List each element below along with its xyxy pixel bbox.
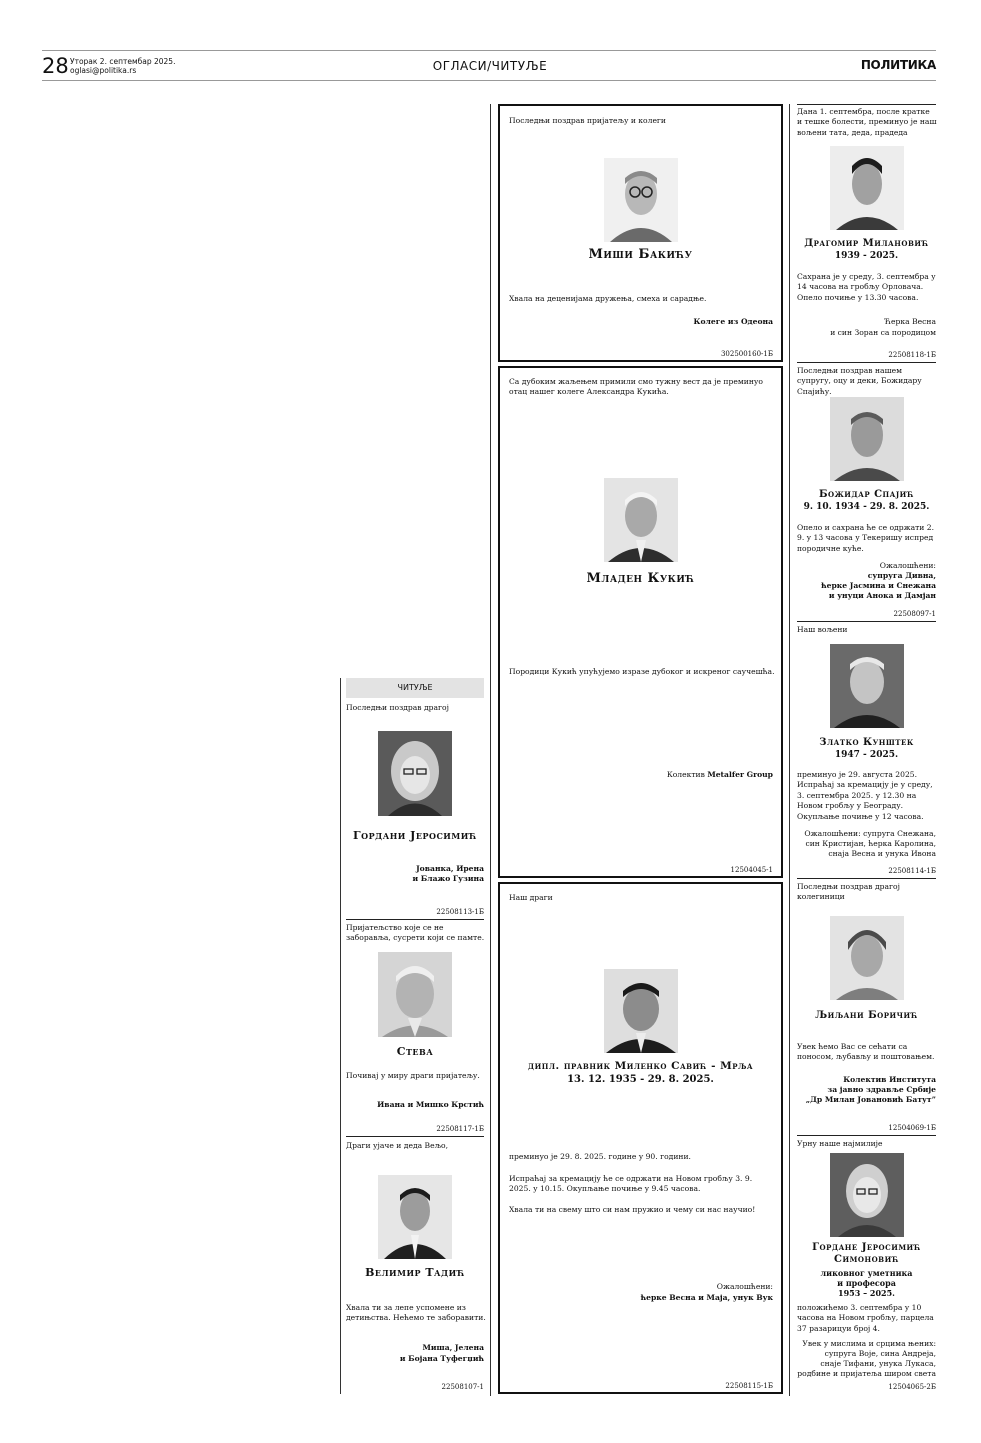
column-divider [340,678,341,1394]
notice-text: преминуо је 29. августа 2025. Испраћај за кремацију је у среду, 3. септембра 2025. у 12.30 на Новом гробљу у Београду. Окупљање почиње у 12 часова. [797,770,933,821]
portrait-photo [830,397,904,481]
signature-line: ћерке Весна и Маја, унук Вук [640,1293,773,1302]
notice-text: Почивај у миру драги пријатељу. [346,1071,480,1080]
notice-text: Сахрана је у среду, 3. септембра у 14 часова на гробљу Орловача. Опело почиње у 13.30 часова. [797,272,936,302]
signature-prefix: Колектив [666,770,705,779]
header-top-rule [42,50,936,51]
portrait-photo [830,644,904,728]
portrait-photo [378,952,452,1037]
header-bottom-rule [42,80,936,81]
deceased-name: Љиљани Боричић [815,1010,918,1021]
deceased-name: Драгомир Милановић [804,238,929,249]
signature-line: Ожалошћени: супруга Снежана, [804,829,936,838]
life-dates: 1939 - 2025. [834,251,899,261]
signature-line: родбине и пријатеља широм света [797,1369,936,1378]
notice-text: Хвала на деценијама дружења, смеха и сарадње. [509,294,707,303]
signature-line: и Блажо Гузина [412,874,484,883]
signature-line: и син Зоран са породицом [830,328,936,337]
portrait-photo [830,916,904,1000]
portrait-photo [604,158,678,242]
deceased-name: Гордане Јеросимић Симоновић [812,1242,921,1265]
notice-intro: Драги ујаче и деда Вељо, [346,1141,449,1150]
signature-line: Миша, Јелена [422,1343,484,1352]
notice-separator [346,919,484,920]
signature-line: снаје Тифани, унука Лукаса, [820,1359,936,1368]
notice-text: положићемо 3. септембра у 10 часова на Новом гробљу, парцела 37 разарицуи број 4. [797,1303,934,1333]
notice-intro: Последњи поздрав драгој колегиници [797,882,900,902]
deceased-name: Младен Кукић [586,571,695,586]
notice-code: 12504045-1 [730,866,773,874]
notice-intro: Последњи поздрав драгој [346,703,449,712]
notice-code: 302500160-1Б [720,350,773,358]
portrait-photo [604,478,678,562]
signature-line: „Др Милан Јовановић Батут” [805,1095,936,1104]
signature-line: супруга Воје, сина Андреја, [824,1349,936,1358]
portrait-photo [604,969,678,1053]
deceased-name: Гордани Јеросимић [353,829,477,842]
deceased-name: Стева [396,1045,434,1058]
notice-intro: Пријатељство које се не заборавља, сусрети који се памте. [346,923,485,943]
notice-text: Увек ћемо Вас се сећати са поносом, љубављу и поштовањем. [797,1042,935,1062]
notice-code: 12504065-2Б [888,1383,936,1391]
signature-line: за јавно здравље Србије [827,1085,936,1094]
notice-text: Опело и сахрана ће се одржати 2. 9. у 13 часова у Текеришу испред породичне куће. [797,523,935,553]
notice-code: 12504069-1Б [888,1124,936,1132]
signature-line: Ожалошћени: [879,561,936,570]
notice-code: 22508107-1 [441,1383,484,1391]
deceased-name: Миши Бакићу [588,247,693,262]
notice-separator [346,1136,484,1137]
signature-line: Колеге из Одеона [693,317,773,326]
notice-intro: Урну наше најмилије [797,1139,883,1148]
notice-text: Хвала ти за лепе успомене из детињства. Нећемо те заборавити. [346,1303,486,1323]
notice-intro: Наш драги [509,893,553,902]
signature-line: снаја Весна и унука Ивона [828,849,936,858]
newspaper-logo: ПОЛИТИКА [860,58,936,72]
notice-text: Хвала ти на свему што си нам пружио и чему си нас научио! [509,1205,756,1214]
signature-line: Ожалошћени: [716,1282,773,1291]
deceased-name: дипл. правник Миленко Савић - Мрља [527,1060,754,1072]
notice-code: 22508118-1Б [888,351,936,359]
header-date: Уторак 2. септембар 2025. [70,57,176,66]
portrait-photo [830,146,904,230]
column-divider [789,104,790,1396]
signature-line: ћерке Јасмина и Снежана [821,581,936,590]
column-divider [490,104,491,1396]
notice-intro: Последњи поздрав нашем супругу, оцу и деки, Божидару Спајићу. [797,366,922,396]
portrait-photo [378,731,452,816]
notice-text: Породици Кукић упућујемо изразе дубоког и искреног саучешћа. [509,667,775,676]
deceased-name: Божидар Спајић [818,489,915,500]
page-number: 28 [42,54,69,78]
portrait-photo [378,1175,452,1259]
notice-code: 22508113-1Б [436,908,484,916]
notice-code: 22508097-1 [893,610,936,618]
notice-separator [797,621,936,622]
obituary-box [498,366,783,878]
signature-line: син Кристијан, ћерка Каролина, [805,839,936,848]
signature-line: Ћерка Весна [884,317,936,326]
life-dates: 13. 12. 1935 - 29. 8. 2025. [567,1074,714,1085]
notice-code: 22508115-1Б [725,1382,773,1390]
section-label: ЧИТУЉЕ [346,678,484,698]
life-dates: 9. 10. 1934 - 29. 8. 2025. [803,502,930,512]
notice-separator [797,104,936,105]
signature-line [509,770,773,780]
deceased-name: Велимир Тадић [365,1266,465,1279]
life-dates: 1953 – 2025. [838,1288,895,1298]
notice-code: 22508114-1Б [888,867,936,875]
notice-separator [797,1135,936,1136]
notice-subtitle: ликовног уметника [820,1268,913,1278]
notice-separator [797,362,936,363]
header-email[interactable]: oglasi@politika.rs [70,66,137,75]
notice-subtitle: и професора [837,1278,896,1288]
deceased-name: Златко Кунштек [819,737,914,748]
life-dates: 1947 - 2025. [834,750,899,760]
signature-line: супруга Дивна, [867,571,936,580]
obituary-box [498,882,783,1394]
notice-intro: Дана 1. септембра, после кратке и тешке болести, преминуо је наш вољени тата, деда, прадеда [797,107,937,137]
notice-separator [797,878,936,879]
notice-text: преминуо је 29. 8. 2025. године у 90. години. [509,1152,691,1161]
notice-intro: Наш вољени [797,625,848,634]
signature-line: Јованка, Ирена [416,864,484,873]
signature-line: и унуци Анока и Дамјан [828,591,936,600]
notice-intro: Са дубоким жаљењем примили смо тужну вест да је преминуо отац нашег колеге Александра Кукића. [509,377,763,397]
obituary-box [498,104,783,362]
signature-company: Metalfer Group [707,770,773,779]
notice-code: 22508117-1Б [436,1125,484,1133]
notice-text: Испраћај за кремацију ће се одржати на Новом гробљу 3. 9. 2025. у 10.15. Окупљање почиње у 9.45 часова. [509,1174,753,1194]
signature-line: Ивана и Мишко Крстић [377,1100,484,1109]
section-title: ОГЛАСИ/ЧИТУЉЕ [432,59,548,73]
notice-intro: Последњи поздрав пријатељу и колеги [509,116,666,125]
signature-line: и Бојана Туфегџић [399,1354,484,1363]
signature-line: Увек у мислима и срцима њених: [802,1339,936,1348]
signature-line: Колектив Института [843,1075,936,1084]
portrait-photo [830,1153,904,1237]
